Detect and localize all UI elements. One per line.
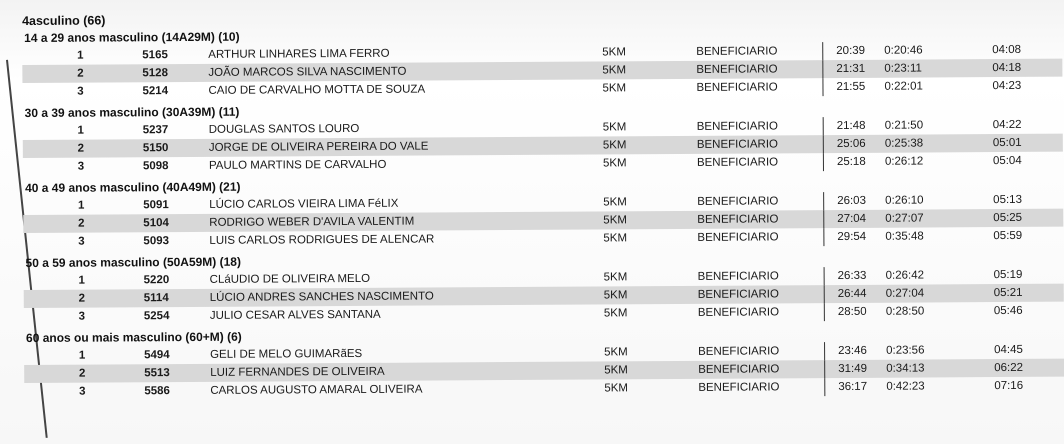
category-cell: BENEFICIARIO — [697, 213, 779, 226]
net-time-cell: 21:31 — [836, 62, 866, 76]
athlete-name-cell: GELI DE MELO GUIMARãES — [210, 347, 363, 361]
bib-cell: 5513 — [144, 367, 170, 380]
gun-time-cell: 0:27:04 — [885, 287, 925, 300]
athlete-name-cell: CARLOS AUGUSTO AMARAL OLIVEIRA — [210, 383, 423, 397]
gun-time-cell: 0:26:10 — [885, 194, 924, 207]
column-divider — [823, 228, 824, 246]
gun-time-cell: 0:25:38 — [884, 137, 924, 150]
distance-cell: 5KM — [602, 121, 627, 134]
net-time-cell: 31:49 — [838, 362, 868, 376]
category-cell: BENEFICIARIO — [697, 195, 779, 208]
gun-time-cell: 0:26:12 — [884, 155, 924, 168]
rank-cell: 1 — [77, 199, 85, 212]
column-divider — [824, 342, 825, 360]
distance-cell: 5KM — [604, 364, 628, 377]
rank-cell: 1 — [77, 49, 84, 62]
net-time-cell: 27:04 — [837, 212, 867, 226]
athlete-name-cell: LÚCIO CARLOS VIEIRA LIMA FéLIX — [209, 197, 399, 211]
group-title: 30 a 39 anos masculino (30A39M) (11) — [24, 104, 240, 120]
section-title: 4asculino (66) — [22, 13, 106, 28]
net-time-cell: 25:06 — [836, 137, 866, 151]
category-cell: BENEFICIARIO — [696, 120, 778, 133]
results-content — [22, 6, 1064, 405]
net-time-cell: 20:39 — [836, 44, 866, 58]
net-time-cell: 23:46 — [838, 344, 867, 358]
gun-time-cell: 0:27:07 — [885, 212, 924, 225]
rank-cell: 2 — [77, 142, 85, 155]
pace-cell: 04:08 — [992, 43, 1022, 57]
rank-cell: 3 — [79, 385, 86, 398]
category-cell: BENEFICIARIO — [696, 63, 778, 76]
athlete-name-cell: RODRIGO WEBER D'AVILA VALENTIM — [209, 215, 415, 229]
bib-cell: 5220 — [143, 274, 170, 287]
rank-cell: 2 — [78, 217, 85, 230]
column-divider — [824, 360, 825, 378]
athlete-name-cell: PAULO MARTINS DE CARVALHO — [208, 158, 387, 172]
gun-time-cell: 0:34:13 — [886, 362, 925, 375]
category-cell: BENEFICIARIO — [697, 306, 780, 319]
column-divider — [823, 192, 824, 210]
category-cell: BENEFICIARIO — [698, 345, 780, 358]
rank-cell: 2 — [78, 292, 85, 305]
bib-cell: 5494 — [144, 349, 170, 362]
column-divider — [824, 267, 825, 285]
column-divider — [822, 78, 823, 96]
pace-cell: 07:16 — [994, 379, 1024, 393]
bib-cell: 5150 — [142, 142, 169, 155]
column-divider — [823, 153, 824, 171]
gun-time-cell: 0:21:50 — [884, 119, 924, 132]
rank-cell: 1 — [77, 124, 84, 137]
athlete-name-cell: JOÃO MARCOS SILVA NASCIMENTO — [208, 65, 407, 79]
column-divider — [822, 42, 823, 60]
distance-cell: 5KM — [603, 214, 627, 227]
rank-cell: 3 — [78, 235, 85, 248]
bib-cell: 5586 — [144, 385, 170, 398]
group-title: 14 a 29 anos masculino (14A29M) (10) — [24, 29, 240, 45]
column-divider — [824, 378, 825, 396]
net-time-cell: 26:44 — [837, 287, 867, 301]
net-time-cell: 29:54 — [837, 230, 867, 244]
column-divider — [822, 60, 823, 78]
bib-cell: 5128 — [142, 67, 169, 80]
net-time-cell: 26:03 — [837, 194, 866, 208]
pace-cell: 04:18 — [992, 61, 1022, 75]
column-divider — [824, 285, 825, 303]
distance-cell: 5KM — [603, 307, 628, 320]
category-cell: BENEFICIARIO — [696, 156, 779, 169]
distance-cell: 5KM — [603, 271, 628, 284]
bib-cell: 5214 — [142, 85, 169, 98]
net-time-cell: 25:18 — [836, 155, 866, 169]
category-cell: BENEFICIARIO — [697, 270, 779, 283]
pace-cell: 05:46 — [993, 304, 1023, 318]
rank-cell: 1 — [78, 349, 86, 362]
pace-cell: 06:22 — [994, 361, 1024, 375]
category-cell: BENEFICIARIO — [698, 363, 780, 376]
athlete-name-cell: ARTHUR LINHARES LIMA FERRO — [208, 47, 390, 61]
gun-time-cell: 0:23:56 — [886, 344, 925, 357]
category-cell: BENEFICIARIO — [698, 381, 780, 394]
distance-cell: 5KM — [602, 139, 627, 152]
rank-cell: 2 — [77, 67, 84, 80]
bib-cell: 5165 — [142, 49, 168, 62]
bib-cell: 5104 — [143, 217, 169, 230]
rank-cell: 3 — [77, 85, 84, 98]
pace-cell: 05:01 — [992, 136, 1022, 150]
distance-cell: 5KM — [603, 196, 627, 209]
athlete-name-cell: JULIO CESAR ALVES SANTANA — [209, 308, 381, 322]
rank-cell: 3 — [78, 310, 86, 323]
bib-cell: 5237 — [142, 124, 169, 137]
gun-time-cell: 0:42:23 — [886, 380, 925, 393]
bib-cell: 5098 — [142, 160, 169, 173]
bib-cell: 5093 — [143, 235, 170, 248]
rank-cell: 2 — [78, 367, 86, 380]
pace-cell: 05:13 — [993, 193, 1022, 207]
net-time-cell: 28:50 — [837, 305, 867, 319]
athlete-name-cell: DOUGLAS SANTOS LOURO — [208, 122, 360, 136]
column-divider — [823, 210, 824, 228]
distance-cell: 5KM — [602, 82, 627, 95]
group-title: 40 a 49 anos masculino (40A49M) (21) — [25, 179, 241, 195]
bib-cell: 5091 — [143, 199, 169, 212]
pace-cell: 04:45 — [994, 343, 1023, 357]
distance-cell: 5KM — [604, 346, 628, 359]
athlete-name-cell: CAIO DE CARVALHO MOTTA DE SOUZA — [208, 83, 426, 97]
pace-cell: 04:23 — [992, 79, 1022, 93]
gun-time-cell: 0:28:50 — [885, 305, 925, 318]
gun-time-cell: 0:26:42 — [885, 269, 925, 282]
distance-cell: 5KM — [602, 157, 627, 170]
group-title: 60 anos ou mais masculino (60+M) (6) — [25, 329, 242, 345]
athlete-name-cell: JORGE DE OLIVEIRA PEREIRA DO VALE — [208, 140, 429, 154]
pace-cell: 05:19 — [993, 268, 1023, 282]
column-divider — [823, 135, 824, 153]
gun-time-cell: 0:20:46 — [884, 44, 923, 57]
athlete-name-cell: LUIZ FERNANDES DE OLIVEIRA — [210, 365, 385, 379]
distance-cell: 5KM — [603, 289, 628, 302]
column-divider — [823, 117, 824, 135]
net-time-cell: 21:55 — [836, 80, 866, 94]
category-cell: BENEFICIARIO — [696, 138, 779, 151]
group-title: 50 a 59 anos masculino (50A59M) (18) — [25, 254, 241, 270]
net-time-cell: 21:48 — [836, 119, 866, 133]
athlete-name-cell: LÚCIO ANDRES SANCHES NASCIMENTO — [209, 290, 434, 304]
column-divider — [824, 303, 825, 321]
pace-cell: 05:25 — [993, 211, 1023, 225]
gun-time-cell: 0:22:01 — [884, 80, 923, 93]
gun-time-cell: 0:35:48 — [885, 230, 924, 243]
age-groups — [22, 24, 1064, 405]
net-time-cell: 26:33 — [837, 269, 867, 283]
category-cell: BENEFICIARIO — [696, 45, 778, 58]
distance-cell: 5KM — [602, 46, 626, 59]
category-cell: BENEFICIARIO — [697, 231, 779, 244]
bib-cell: 5114 — [143, 292, 169, 305]
athlete-name-cell: CLáUDIO DE OLIVEIRA MELO — [209, 272, 371, 286]
category-cell: BENEFICIARIO — [696, 81, 778, 94]
rank-cell: 3 — [77, 160, 85, 173]
distance-cell: 5KM — [603, 232, 628, 245]
pace-cell: 04:22 — [992, 118, 1022, 132]
pace-cell: 05:21 — [993, 286, 1023, 300]
category-cell: BENEFICIARIO — [697, 288, 779, 301]
rank-cell: 1 — [78, 274, 85, 287]
gun-time-cell: 0:23:11 — [884, 62, 922, 75]
net-time-cell: 36:17 — [838, 380, 868, 394]
pace-cell: 05:04 — [992, 154, 1022, 168]
athlete-name-cell: LUIS CARLOS RODRIGUES DE ALENCAR — [209, 233, 435, 247]
bib-cell: 5254 — [143, 310, 170, 323]
pace-cell: 05:59 — [993, 229, 1023, 243]
distance-cell: 5KM — [602, 64, 627, 77]
distance-cell: 5KM — [604, 382, 629, 395]
